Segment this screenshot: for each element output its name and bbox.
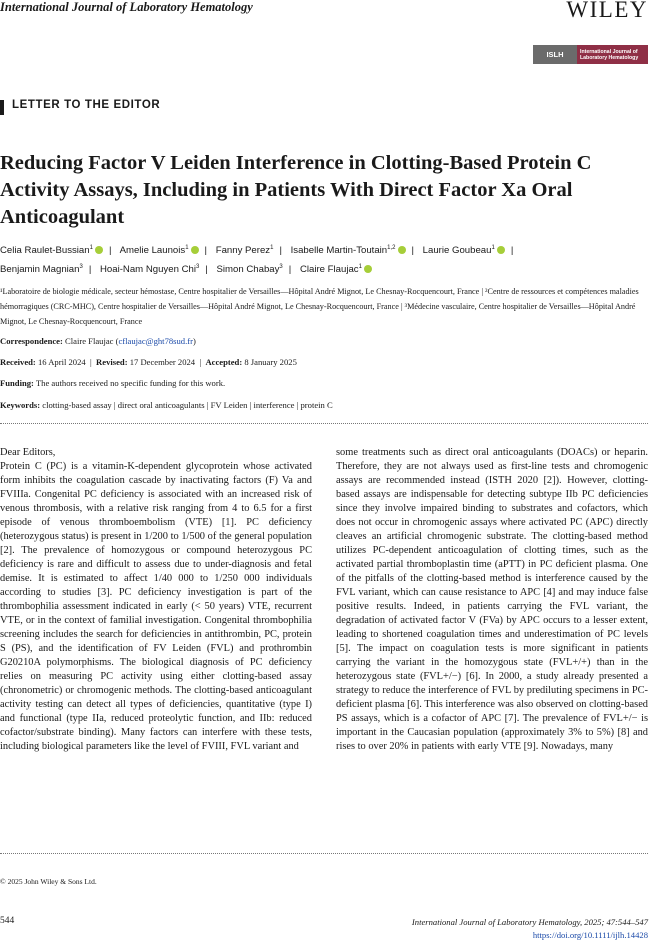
author-name: Hoai-Nam Nguyen Chi: [99, 264, 196, 276]
accepted-date: 8 January 2025: [244, 357, 297, 367]
author-name: Fanny Perez: [215, 245, 271, 257]
affiliations: ¹Laboratoire de biologie médicale, secteur hémostase, Centre hospitalier de Versailles—Hôpital André Mignot, Le Chesnay-Rocquencourt, France | ²Centre de ressources et compétences maladies hémorragiques (CRC-MHC), Centre hospitalier de Versailles—Hôpital André Mignot, Le Chesnay-Rocquencourt, France | ³Médecine vasculaire, Centre hospitalier de Versailles—Hôpital André Mignot, Le Chesnay-Rocquencourt, France: [0, 287, 639, 326]
author-affil: 1: [185, 245, 189, 251]
footer-divider: [0, 853, 648, 854]
author-affil: 1: [358, 264, 362, 271]
revised-date: 17 December 2024: [129, 357, 196, 367]
journal-name-header: International Journal of Laboratory Hematology: [0, 0, 253, 14]
author-name: Benjamin Magnian: [0, 264, 80, 276]
author-affil: 3: [79, 264, 83, 271]
society-logo-journal: [577, 45, 648, 64]
correspondence-email[interactable]: cflaujac@ght78sud.fr: [118, 336, 193, 346]
funding-label: Funding:: [0, 378, 34, 388]
society-logo-text: ISLH: [533, 45, 577, 64]
author-name: Claire Flaujac: [299, 264, 359, 276]
author-affil: 3: [279, 264, 283, 271]
body-column-left: [0, 446, 312, 754]
funding-text: The authors received no specific funding for this work.: [35, 378, 226, 388]
author-affil: 1,2: [387, 245, 396, 251]
orcid-icon[interactable]: [398, 246, 406, 254]
author-list: Celia Raulet-Bussian$^1$ | Amelie Launois$^1$ | Fanny Perez$^1$ | Isabelle Martin-Toutain$^{1,2}$ | Laurie Goubeau$^1$ | Benjamin Magnian$^3$ | Hoai-Nam Nguyen Chi$^3$ | Simon Chabay$^3$ | Claire Flaujac$^1$: [0, 245, 514, 276]
author[interactable]: [216, 264, 282, 275]
author[interactable]: [423, 245, 505, 256]
logo-journal-line1: International Journal of: [580, 48, 638, 55]
received-date: 16 April 2024: [37, 357, 86, 367]
revised-label: Revised:: [96, 357, 128, 367]
author-name: Celia Raulet-Bussian: [0, 245, 90, 257]
header-divider: [0, 423, 648, 424]
author[interactable]: [0, 264, 83, 275]
section-marker: [0, 100, 4, 115]
keywords-label: Keywords:: [0, 400, 41, 410]
body-column-right: [336, 446, 648, 754]
received-label: Received:: [0, 357, 36, 367]
orcid-icon[interactable]: [191, 246, 199, 254]
doi-link[interactable]: https://doi.org/10.1111/ijlh.14428: [532, 930, 648, 940]
author[interactable]: [300, 264, 372, 275]
publisher-logo: WILEY: [566, 0, 648, 22]
society-logo: [533, 45, 648, 64]
orcid-icon[interactable]: [95, 246, 103, 254]
author-name: Isabelle Martin-Toutain: [290, 245, 388, 257]
section-label: LETTER TO THE EDITOR: [12, 99, 161, 111]
author-affil: 1: [491, 245, 495, 251]
copyright: © 2025 John Wiley & Sons Ltd.: [0, 877, 97, 886]
author-affil: 1: [89, 245, 93, 251]
correspondence-label: Correspondence:: [0, 336, 63, 346]
author-name: Amelie Launois: [119, 245, 186, 257]
citation-text: International Journal of Laboratory Hematology, 2025; 47:544–547: [411, 917, 648, 927]
body-paragraph: some treatments such as direct oral anticoagulants (DOACs) or heparin. Therefore, they are not always used as first-line tests and chromogenic assays are recommended instead (ISTH 2020 [2]). However, clotting-based assays are indispensable for detecting subtype IIb PC deficiencies since they involve impaired binding to substrates and cofactors, which does not occur in chromogenic assays where activated PC (APC) directly cleaves an artificial chromogenic substrate. The clotting-based method utilizes PC-dependent anticoagulation of clotting times, such as the activated partial thromboplastin time (aPTT) in PC deficient plasma. One of the pitfalls of the clotting-based method is interference caused by the FVL variant, which can cause resistance to APC [4] and may induce false positive results. Indeed, in patients carrying the FVL variant, the degradation of activated factor V (FVa) by APC occurs to a lesser extent, leading to shortened coagulation times and underestimation of PC levels [5]. The impact on coagulation tests is more significant in patients carrying the variant in the homozygous state (FVL+/+) than in the heterozygous state (FVL+/−) [6]. In 2000, a study already presented a strategy to reduce the interference of FVL by prediluting specimens in PC-deficient plasma [6]. This interference was also observed on clotting-based PS assays, which is a cofactor of APC [7]. The prevalence of FVL+/− is important in the Caucasian population (approximately 3% to 5%) [8] and rises to over 20% in patients with early VTE [9]. Nowadays, many: [336, 447, 648, 752]
orcid-icon[interactable]: [364, 265, 372, 273]
correspondence: Correspondence: Claire Flaujac (cflaujac@ght78sud.fr): [0, 336, 196, 346]
orcid-icon[interactable]: [497, 246, 505, 254]
article-title: Reducing Factor V Leiden Interference in Clotting-Based Protein C Activity Assays, Including in Patients With Direct Factor Xa Oral Anticoagulant: [0, 152, 592, 228]
author[interactable]: [216, 245, 274, 256]
article-dates: Received: 16 April 2024 | Revised: 17 December 2024 | Accepted: 8 January 2025: [0, 357, 297, 367]
author-affil: 1: [270, 245, 274, 251]
citation: [412, 916, 648, 942]
author-name: Laurie Goubeau: [422, 245, 492, 257]
funding: [0, 378, 225, 388]
author[interactable]: [120, 245, 199, 256]
author[interactable]: [0, 245, 103, 256]
salutation: Dear Editors,: [0, 447, 56, 458]
author[interactable]: [100, 264, 199, 275]
accepted-label: Accepted:: [205, 357, 243, 367]
author[interactable]: [291, 245, 406, 256]
keywords: [0, 400, 333, 410]
body-paragraph: Protein C (PC) is a vitamin-K-dependent glycoprotein whose activated form inhibits the coagulation cascade by inactivating factors (F) Va and FVIIIa. Congenital PC deficiency is associated with an increased risk of venous thrombosis, with a relative risk ranging from 4 to 6.5 for a first episode of venous thromboembolism (VTE) [1]. PC deficiency (heterozygous status) is present in 1/200 to 1/500 of the general population [2]. The prevalence of homozygous or compound heterozygous PC deficiency is rare and difficult to assess due to under-diagnosis and fetal demise. It is estimated to affect 1/40 000 to 1/250 000 individuals according to studies [3]. PC deficiency investigation is part of the thrombophilia assessment indicated in early (< 50 years) VTE, recurrent VTE, or in the context of familial investigation. Congenital thrombophilia screening includes the search for deficiencies in antithrombin, PC, protein S (PS), and the identification of FV Leiden (FVL) and prothrombin G20210A polymorphisms. The biological diagnosis of PC deficiency relies on measuring PC activity using either clotting-based assay (chronometric) or chromogenic methods. The clotting-based anticoagulant activity testing can detect all types of deficiencies, quantitative (type I) and functional (type IIa, reduced proteolytic function, and IIb: reduced cofactor/substrate binding). Many factors can interfere with these tests, including biological parameters like the level of FVIII, FVL variant and: [0, 461, 312, 752]
correspondence-name: Claire Flaujac: [65, 336, 114, 346]
keywords-text: clotting-based assay | direct oral anticoagulants | FV Leiden | interference | protein C: [42, 400, 333, 410]
author-affil: 3: [195, 264, 200, 271]
logo-journal-line2: Laboratory Hematology: [580, 54, 639, 61]
author-name: Simon Chabay: [216, 264, 280, 276]
page-number: 544: [0, 916, 15, 926]
